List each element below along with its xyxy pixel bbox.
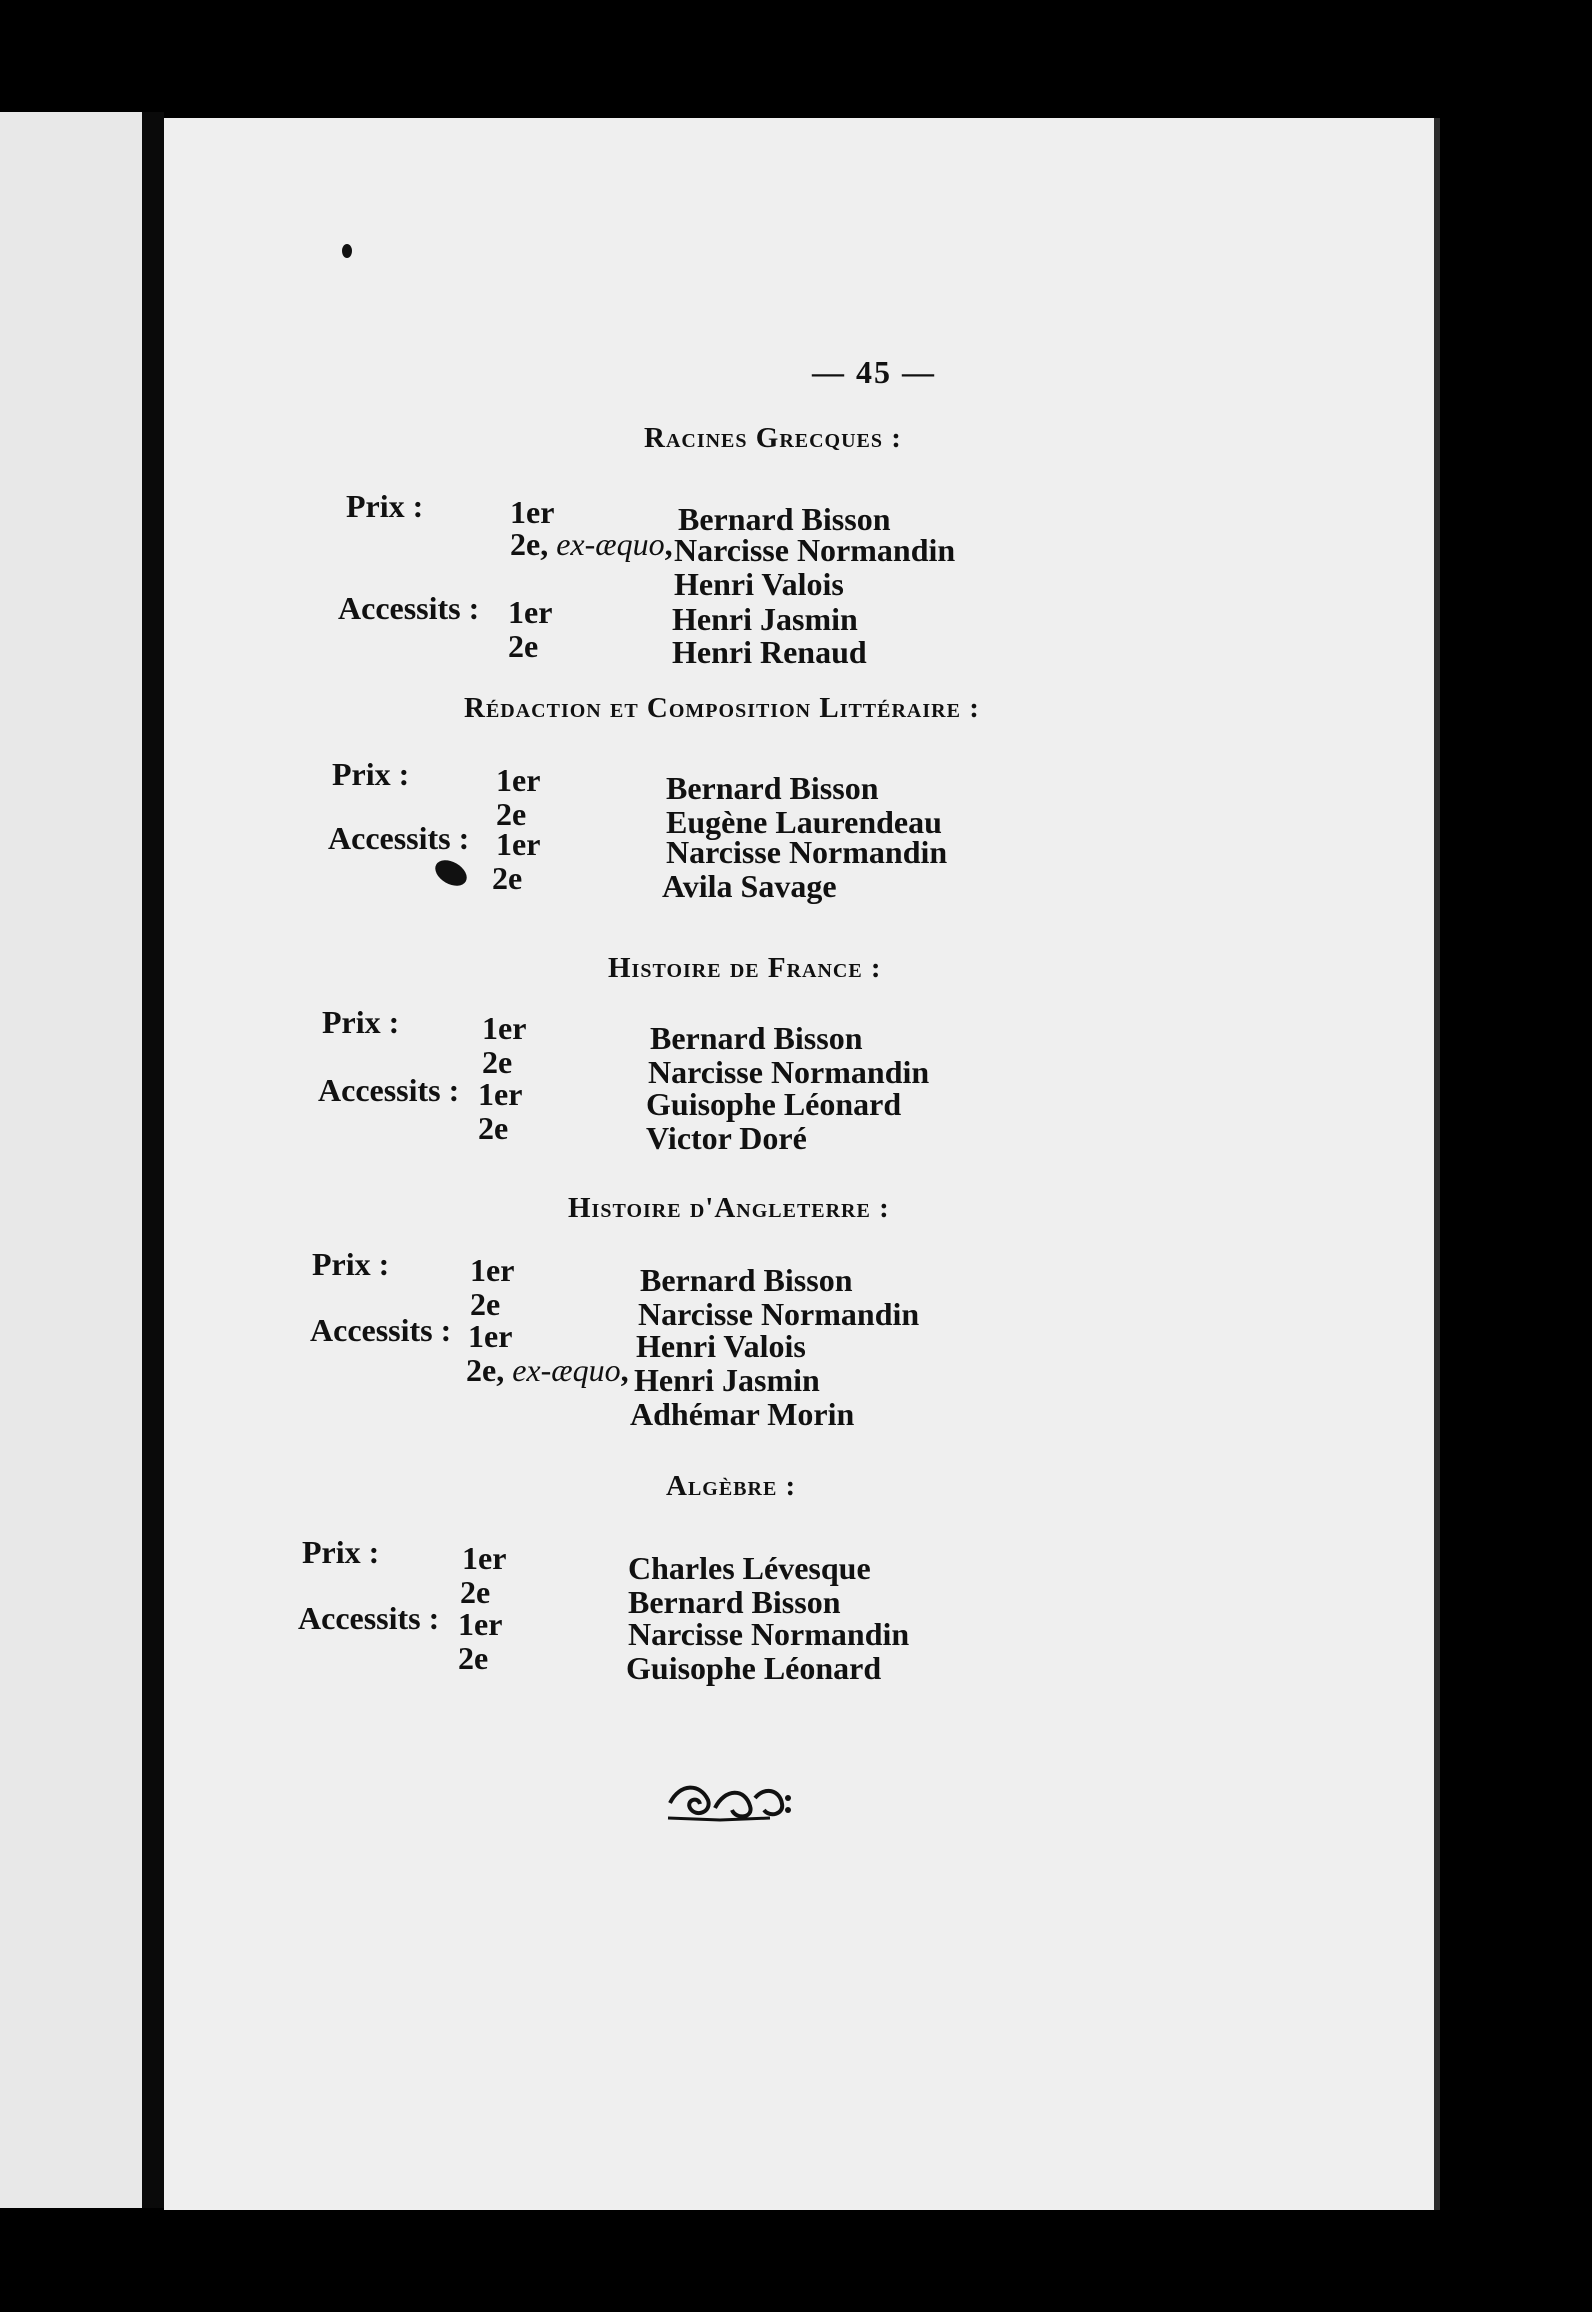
entry-rank: 2e (496, 796, 527, 832)
entry-name: Narcisse Normandin (674, 532, 956, 568)
section-title-racines-grecques: Racines Grecques : (644, 422, 902, 454)
ink-blot (431, 855, 471, 891)
entry-rank: 2e (470, 1286, 501, 1322)
facing-page-edge (0, 112, 142, 2208)
section-title-algebre: Algèbre : (666, 1470, 797, 1502)
entry-rank: 1er (482, 1010, 527, 1046)
entry-name: Narcisse Normandin (648, 1054, 930, 1090)
section-title-histoire-d-angleterre: Histoire d'Angleterre : (568, 1192, 890, 1224)
entry-name: Henri Renaud (672, 634, 867, 670)
entry-rank: 1er (462, 1540, 507, 1576)
entry-label: Prix : (312, 1246, 390, 1282)
entry-name: Henri Jasmin (672, 601, 858, 637)
entry-label: Prix : (322, 1004, 400, 1040)
entry-label: Prix : (332, 756, 410, 792)
entry-name: Victor Doré (646, 1120, 807, 1156)
entry-label: Prix : (302, 1534, 380, 1570)
entry-rank: 2e (492, 860, 523, 896)
entry-name: Narcisse Normandin (666, 834, 948, 870)
entry-name: Avila Savage (662, 868, 837, 904)
entry-label: Accessits : (318, 1072, 460, 1108)
entry-name: Eugène Laurendeau (666, 804, 942, 840)
document-page (164, 118, 1440, 2210)
entry-label: Accessits : (310, 1312, 452, 1348)
entry-name: Narcisse Normandin (638, 1296, 920, 1332)
entry-name: Henri Valois (636, 1328, 806, 1364)
entry-rank: 1er (496, 826, 541, 862)
entry-name: Guisophe Léonard (626, 1650, 882, 1686)
entry-rank: 2e (482, 1044, 513, 1080)
entry-rank: 2e, ex-æquo, (466, 1352, 629, 1388)
entry-rank: 1er (508, 594, 553, 630)
entry-rank: 2e (478, 1110, 509, 1146)
section-title-histoire-de-france: Histoire de France : (608, 952, 882, 984)
entry-name: Adhémar Morin (630, 1396, 855, 1432)
ink-speck (342, 244, 352, 258)
entry-name: Bernard Bisson (650, 1020, 863, 1056)
entry-label: Accessits : (338, 590, 480, 626)
entry-name: Guisophe Léonard (646, 1086, 902, 1122)
section-title-redaction: Rédaction et Composition Littéraire : (464, 692, 980, 724)
entry-name: Henri Jasmin (634, 1362, 820, 1398)
entry-rank: 1er (470, 1252, 515, 1288)
entry-rank: 1er (468, 1318, 513, 1354)
entry-rank: 1er (510, 494, 555, 530)
entry-label: Prix : (346, 488, 424, 524)
entry-rank: 1er (458, 1606, 503, 1642)
entry-rank: 2e (458, 1640, 489, 1676)
entry-name: Bernard Bisson (628, 1584, 841, 1620)
entry-name: Bernard Bisson (678, 501, 891, 537)
entry-rank: 2e, ex-æquo, (510, 526, 673, 562)
page-number: — 45 — (812, 354, 936, 390)
entry-rank: 2e (460, 1574, 491, 1610)
entry-name: Narcisse Normandin (628, 1616, 910, 1652)
ornament-flourish-icon (660, 1778, 800, 1828)
book-spine (142, 112, 164, 2208)
entry-label: Accessits : (328, 820, 470, 856)
entry-rank: 1er (478, 1076, 523, 1112)
entry-name: Bernard Bisson (666, 770, 879, 806)
entry-rank: 2e (508, 628, 539, 664)
entry-label: Accessits : (298, 1600, 440, 1636)
entry-name: Henri Valois (674, 566, 844, 602)
entry-name: Charles Lévesque (628, 1550, 871, 1586)
entry-name: Bernard Bisson (640, 1262, 853, 1298)
entry-rank: 1er (496, 762, 541, 798)
